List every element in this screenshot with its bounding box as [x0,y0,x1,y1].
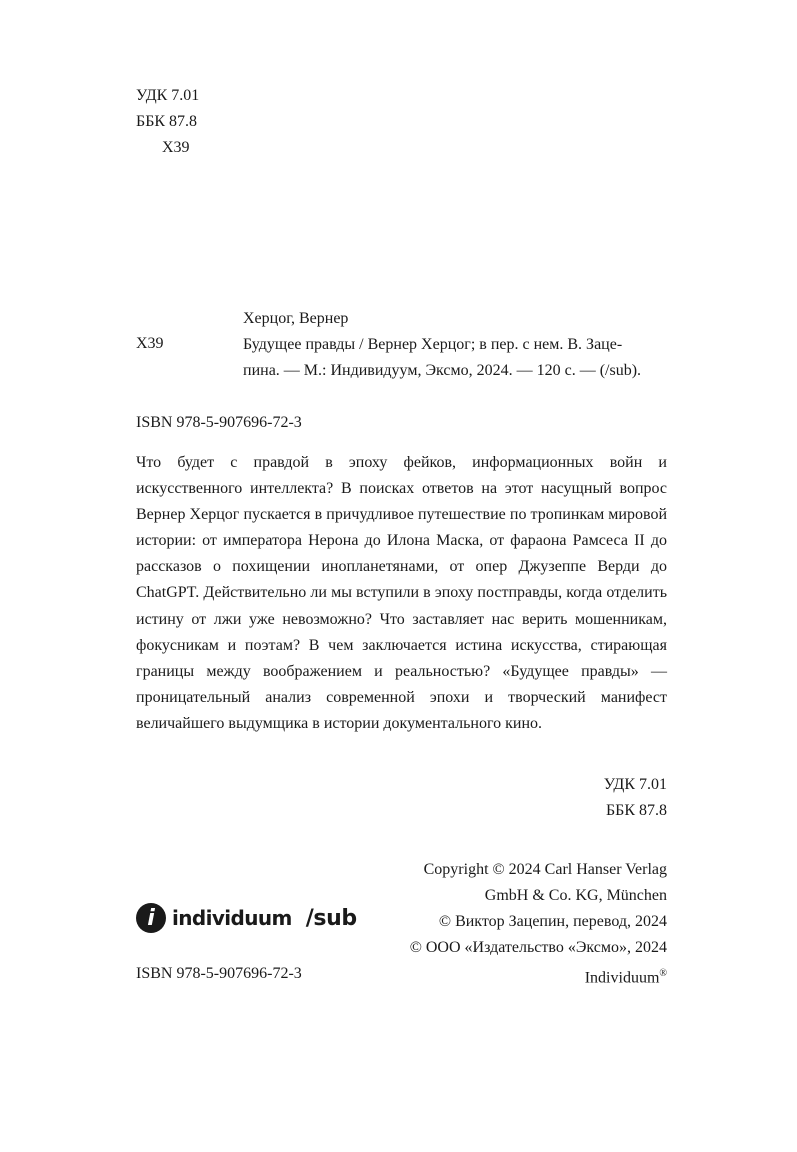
individuum-wordmark: individuum [172,906,292,930]
udk-code-bottom: УДК 7.01 [603,776,667,793]
annotation-paragraph: Что будет с правдой в эпоху фейков, информационных войн и искусственного интеллекта? В поисках ответов на этот насущный вопрос Вернер Херцог пускается в причудливое путешествие по тропинкам мировой истории: от императора Нерона до Илона Маска, от фараона Рамсеса II до рассказов о похищении инопланетянами, от опер Джузеппе Верди до ChatGPT. Действительно ли мы вступили в эпоху постправды, когда отделить истину от лжи уже невозможно? Что заставляет нас верить мошенникам, фокусникам и поэтам? В чем заключается истина искусства, стирающая границы между воображением и реальностью? «Будущее правды» — проницательный анализ современной эпохи и творческий манифест величайшего выдумщика в истории документального кино. [136,454,667,732]
copyright-line-3: © Виктор Зацепин, перевод, 2024 [438,913,667,930]
copyright-line-2: GmbH & Co. KG, München [484,887,667,904]
copyright-line-5 [585,962,667,990]
author-mark: Х39 [162,139,190,156]
bbk-code-bottom: ББК 87.8 [605,802,667,819]
isbn-top: ISBN 978-5-907696-72-3 [136,414,302,431]
copyright-line-4: © ООО «Издательство «Эксмо», 2024 [409,939,667,956]
sub-series-mark: /sub [305,905,357,931]
individuum-logo-icon: i [136,903,166,933]
copyright-line-1: Copyright © 2024 Carl Hanser Verlag [423,861,667,878]
registered-mark: ® [659,968,667,979]
publisher-name: Individuum [584,969,660,987]
publisher-logo [136,902,357,934]
catalog-line-2: пина. — М.: Индивидуум, Эксмо, 2024. — 120 с. — (/sub). [243,362,642,379]
catalog-author-mark: Х39 [136,335,164,352]
isbn-bottom: ISBN 978-5-907696-72-3 [136,965,302,982]
udk-code: УДК 7.01 [136,87,200,104]
catalog-author: Херцог, Вернер [243,310,349,327]
bbk-code: ББК 87.8 [136,113,198,130]
catalog-line-1: Будущее правды / Вернер Херцог; в пер. с нем. В. Заце- [243,336,623,353]
